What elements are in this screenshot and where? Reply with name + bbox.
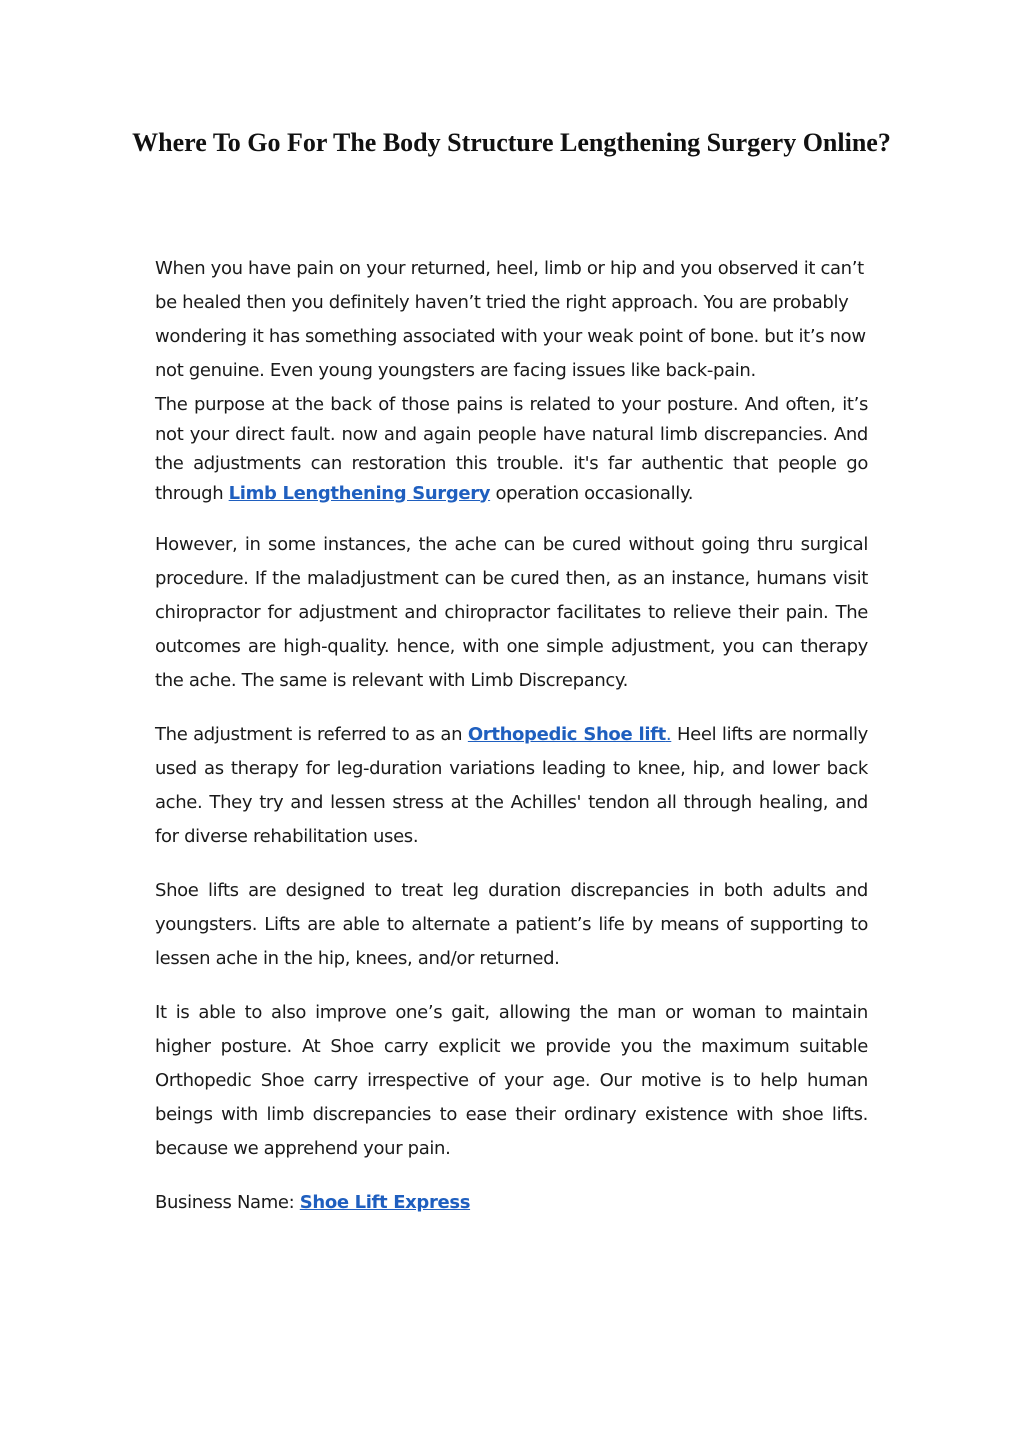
limb-lengthening-surgery-link[interactable]: Limb Lengthening Surgery <box>228 482 491 504</box>
page-title: Where To Go For The Body Structure Lengthening Surgery Online? <box>132 128 891 157</box>
orthopedic-shoe-lift-link[interactable]: Orthopedic Shoe lift <box>467 724 666 745</box>
paragraph-posture-text: The purpose at the back of those pains is related to your posture. And often, it’s not your direct fault. now and again people have natural limb discrepancies. And the adjustments can restoration this trouble. it's far authentic that people go through <box>155 394 868 504</box>
paragraph-posture <box>155 390 868 508</box>
business-name-line <box>155 1186 868 1220</box>
paragraph-posture-text-end: operation occasionally. <box>490 482 694 504</box>
paragraph-chiropractor: However, in some instances, the ache can be cured without going thru surgical procedure. If the maladjustment can be cured then, as an instance, humans visit chiropractor for adjustment and chiropractor facilitates to relieve their pain. The outcomes are high-quality. hence, with one simple adjustment, you can therapy the ache. The same is relevant with Limb Discrepancy. <box>155 534 868 691</box>
paragraph-discrepancies: Shoe lifts are designed to treat leg duration discrepancies in both adults and youngsters. Lifts are able to alternate a patient’s life by means of supporting to lessen ache in the hip, knees, and/or returned. <box>155 880 868 969</box>
link-period: . <box>665 724 672 745</box>
document-body <box>155 252 868 1220</box>
paragraph-intro: When you have pain on your returned, heel, limb or hip and you observed it can’t be healed then you definitely haven’t tried the right approach. You are probably wondering it has something associated with your weak point of bone. but it’s now not genuine. Even young youngsters are facing issues like back-pain. <box>155 258 866 381</box>
paragraph-shoe-lift <box>155 718 868 854</box>
paragraph-gait: It is able to also improve one’s gait, allowing the man or woman to maintain higher posture. At Shoe carry explicit we provide you the maximum suitable Orthopedic Shoe carry irrespective of your age. Our motive is to help human beings with limb discrepancies to ease their ordinary existence with shoe lifts. because we apprehend your pain. <box>155 1002 868 1159</box>
paragraph-shoe-lift-text-end: Heel lifts are normally used as therapy for leg-duration variations leading to knee, hip, and lower back ache. They try and lessen stress at the Achilles' tendon all through healing, and for diverse rehabilitation uses. <box>155 724 868 847</box>
shoe-lift-express-link[interactable]: Shoe Lift Express <box>299 1192 471 1213</box>
business-name-label: Business Name: <box>155 1192 300 1213</box>
paragraph-shoe-lift-text: The adjustment is referred to as an <box>155 724 468 745</box>
